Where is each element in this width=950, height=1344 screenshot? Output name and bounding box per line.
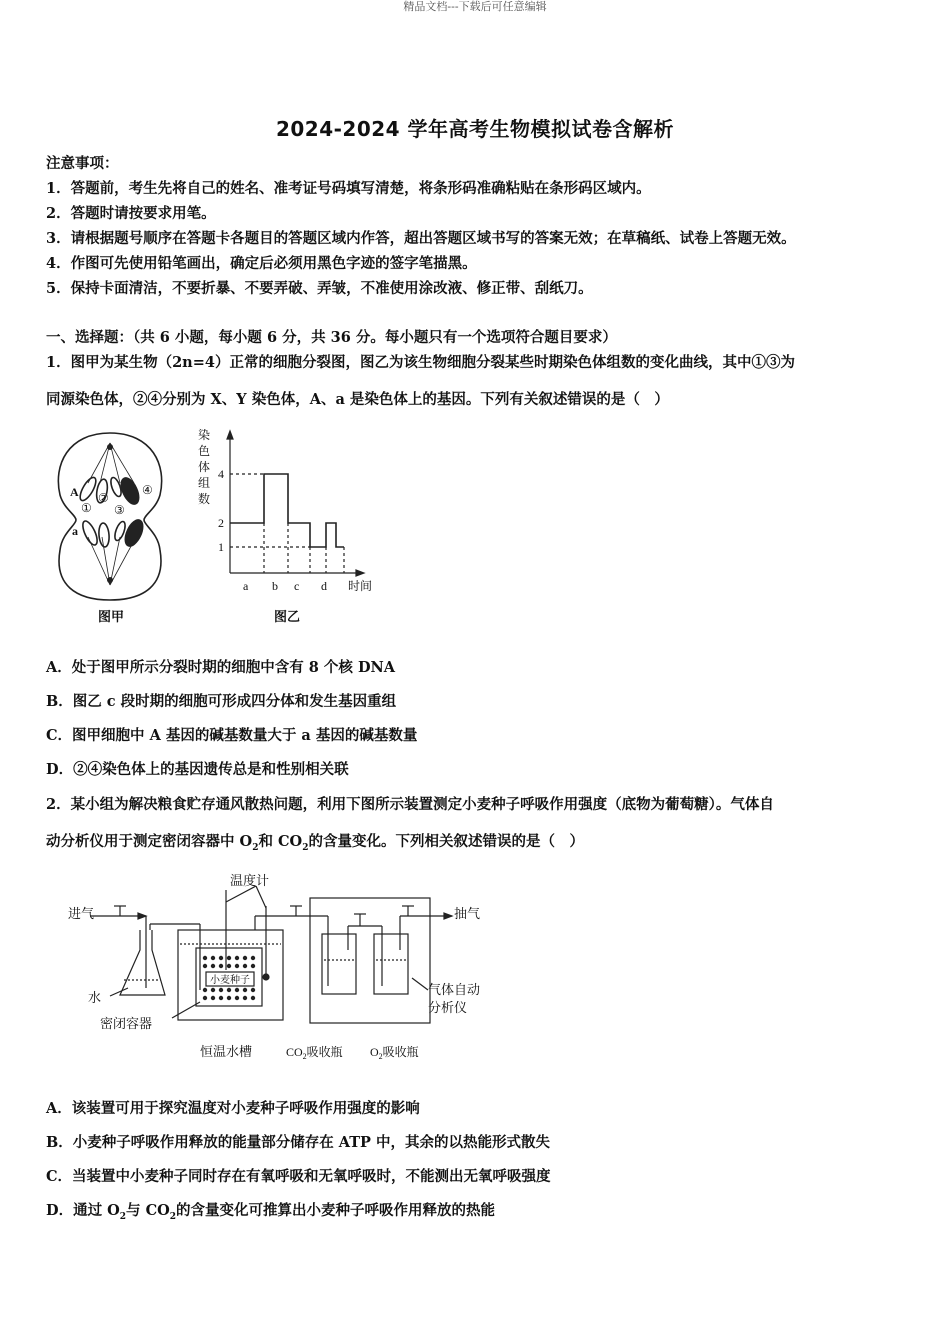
outlet-label: 抽气: [454, 906, 481, 921]
y-label-char: 组: [198, 476, 211, 490]
co2-bottle-sub: 2: [302, 1052, 307, 1061]
o2-bottle-pre: O: [370, 1045, 379, 1059]
x-tick-label: d: [321, 579, 327, 593]
question-2-line-1: 2．某小组为解决粮食贮存通风散热问题，利用下图所示装置测定小麦种子呼吸作用强度（底物为葡萄糖）。气体自: [46, 796, 774, 813]
notice-item: 2．答题时请按要求用笔。: [46, 205, 216, 222]
question-1-option-c: C．图甲细胞中 A 基因的碱基数量大于 a 基因的碱基数量: [46, 727, 418, 744]
chromosome-label-2: ②: [98, 491, 109, 505]
x-tick-label: c: [294, 579, 300, 593]
gene-label-A: A: [70, 485, 79, 499]
question-1-option-a: A．处于图甲所示分裂时期的细胞中含有 8 个核 DNA: [46, 659, 396, 676]
q2-option-d-sub1: 2: [119, 1211, 127, 1222]
y-tick-label: 2: [218, 516, 224, 530]
chromosome-label-3: ③: [114, 503, 125, 517]
analyzer-label-line-2: 分析仪: [428, 1000, 468, 1015]
notice-heading: 注意事项：: [46, 155, 119, 172]
page-title: 2024-2024 学年高考生物模拟试卷含解析: [275, 117, 675, 141]
question-1-option-b: B．图乙 c 段时期的细胞可形成四分体和发生基因重组: [46, 693, 397, 710]
question-2-option-c: C．当装置中小麦种子同时存在有氧呼吸和无氧呼吸时，不能测出无氧呼吸强度: [46, 1168, 551, 1185]
figure-a-caption: 图甲: [98, 609, 125, 624]
notice-item: 1．答题前，考生先将自己的姓名、准考证号码填写清楚，将条形码准确粘贴在条形码区域内。: [46, 180, 651, 197]
q2-option-d-post: 的含量变化可推算出小麦种子呼吸作用释放的热能: [176, 1202, 496, 1219]
question-1-option-d: D．②④染色体上的基因遗传总是和性别相关联: [46, 761, 349, 778]
gene-label-a: a: [72, 524, 78, 538]
chromosome-label-4: ④: [142, 483, 153, 497]
figure-b-caption: 图乙: [274, 609, 301, 624]
water-label: 水: [88, 990, 102, 1005]
o2-bottle-label: [370, 1044, 419, 1061]
notice-item: 4．作图可先使用铅笔画出，确定后必须用黑色字迹的签字笔描黑。: [46, 255, 477, 272]
q2-option-d-mid: 与 CO: [126, 1202, 170, 1219]
bath-label: 恒温水槽: [200, 1044, 253, 1059]
y-label-char: 色: [198, 444, 211, 458]
section-heading: 一、选择题：（共 6 小题，每小题 6 分，共 36 分。每小题只有一个选项符合题目要求）: [46, 329, 617, 346]
y-label-char: 染: [198, 428, 211, 442]
container-label: 密闭容器: [100, 1016, 153, 1031]
question-2-option-b: B．小麦种子呼吸作用释放的能量部分储存在 ATP 中，其余的以热能形式散失: [46, 1134, 550, 1151]
seeds-label: 小麦种子: [210, 975, 250, 986]
q2-line2-mid: 和 CO: [258, 833, 303, 850]
question-2-option-a: A．该装置可用于探究温度对小麦种子呼吸作用强度的影响: [46, 1100, 420, 1117]
x-tick-label: a: [243, 579, 249, 593]
q2-line2-pre: 动分析仪用于测定密闭容器中 O: [46, 833, 253, 850]
co2-bottle-label: [286, 1044, 343, 1061]
y-label-char: 数: [198, 492, 211, 506]
q2-line2-sub1: 2: [252, 842, 259, 853]
q2-line2-sub2: 2: [302, 842, 309, 853]
inlet-label: 进气: [68, 906, 95, 921]
y-tick-label: 4: [218, 467, 224, 481]
x-axis-label: 时间: [348, 579, 373, 593]
curve-y-axis-label: [198, 427, 210, 506]
q2-option-d-sub2: 2: [169, 1211, 177, 1222]
notice-item: 3．请根据题号顺序在答题卡各题目的答题区域内作答，超出答题区域书写的答案无效；在草稿纸、试卷上答题无效。: [46, 230, 796, 247]
question-1-figure: [48, 425, 393, 630]
cell-division-diagram: [58, 433, 161, 600]
x-tick-label: b: [272, 579, 278, 593]
o2-bottle-post: 吸收瓶: [382, 1045, 419, 1059]
o2-bottle-sub: 2: [378, 1052, 383, 1061]
thermometer-label: 温度计: [230, 873, 270, 888]
question-1-line-1: 1．图甲为某生物（2n=4）正常的细胞分裂图，图乙为该生物细胞分裂某些时期染色体组数的变化曲线，其中①③为: [46, 354, 795, 371]
chromosome-set-curve: [227, 431, 364, 576]
question-2-apparatus-figure: [60, 870, 500, 1065]
analyzer-label-line-1: 气体自动: [428, 982, 481, 997]
question-1-line-2: 同源染色体，②④分别为 X、Y 染色体，A、a 是染色体上的基因。下列有关叙述错误的是（ ）: [46, 391, 669, 408]
header-note: 精品文档---下载后可任意编辑: [403, 0, 547, 13]
q2-option-d-pre: D．通过 O: [46, 1202, 120, 1219]
notice-item: 5．保持卡面清洁，不要折暴、不要弄破、弄皱，不准使用涂改液、修正带、刮纸刀。: [46, 280, 593, 297]
chromosome-label-1: ①: [81, 501, 92, 515]
co2-bottle-pre: CO: [286, 1045, 303, 1059]
co2-bottle-post: 吸收瓶: [306, 1045, 343, 1059]
y-tick-label: 1: [218, 540, 224, 554]
question-2-line-2: [46, 830, 584, 853]
question-2-option-d: [46, 1199, 495, 1222]
y-label-char: 体: [198, 460, 211, 474]
q2-line2-post: 的含量变化。下列相关叙述错误的是（ ）: [308, 833, 584, 850]
